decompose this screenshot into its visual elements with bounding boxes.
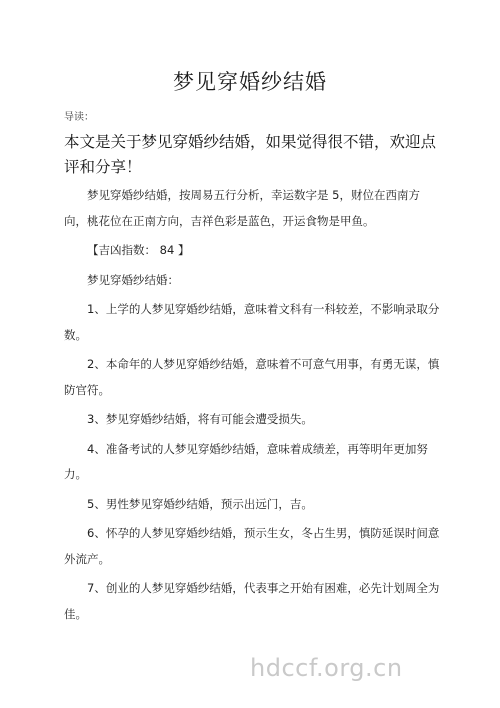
paragraph-fortune-index: 【吉凶指数： 84 】	[87, 243, 190, 257]
list-item: 3、梦见穿婚纱结婚，将有可能会遭受损失。	[87, 412, 313, 426]
list-item: 7、创业的人梦见穿婚纱结婚，代表事之开始有困难，必先计划周全为佳。	[64, 581, 440, 621]
article-body	[64, 183, 442, 627]
page-title: 梦见穿婚纱结婚	[173, 70, 327, 94]
list-item: 6、怀孕的人梦见穿婚纱结婚，预示生女，冬占生男，慎防延误时间意外流产。	[64, 526, 440, 566]
list-item: 4、准备考试的人梦见穿婚纱结婚，意味着成绩差，再等明年更加努力。	[64, 441, 428, 481]
paragraph-summary: 梦见穿婚纱结婚，按周易五行分析，幸运数字是 5，财位在西南方向，桃花位在正南方向，吉祥色彩是蓝色，开运食物是甲鱼。	[64, 188, 420, 228]
list-item: 5、男性梦见穿婚纱结婚，预示出远门，吉。	[87, 496, 313, 511]
watermark: hdccf.org.cn	[250, 654, 403, 682]
intro-text: 本文是关于梦见穿婚纱结婚，如果觉得很不错，欢迎点 评和分享！	[64, 133, 437, 176]
list-item: 2、本命年的人梦见穿婚纱结婚，意味着不可意气用事，有勇无谋，慎防官符。	[64, 357, 440, 397]
guide-label: 导读：	[64, 112, 94, 123]
list-item: 1、上学的人梦见穿婚纱结婚，意味着文科有一科较差，不影响录取分数。	[64, 302, 440, 342]
paragraph-heading: 梦见穿婚纱结婚：	[87, 272, 179, 287]
